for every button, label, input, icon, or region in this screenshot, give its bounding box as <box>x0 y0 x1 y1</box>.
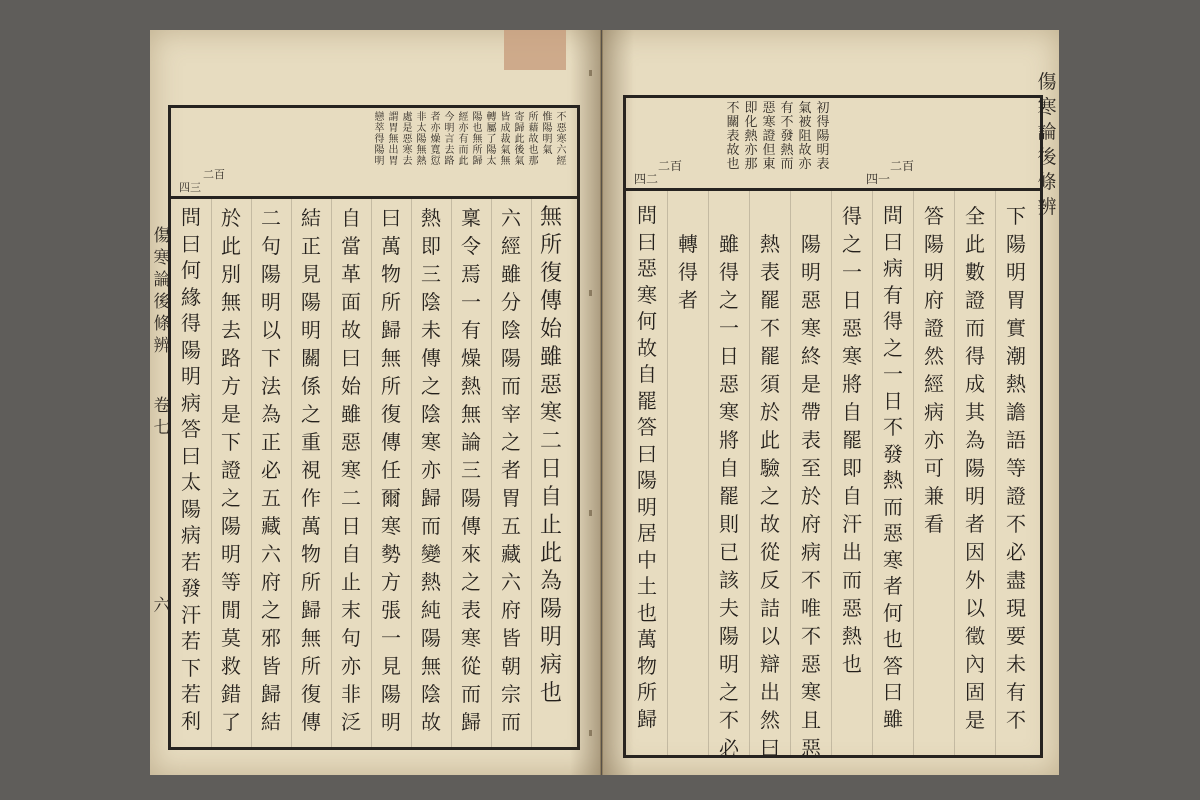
headnote-col: 皆成裁氣無 <box>500 112 511 167</box>
headnote-number: 二百 <box>203 168 225 181</box>
text-column: 轉得者 <box>678 232 698 312</box>
headnote-number: 四一 <box>865 172 890 186</box>
open-book <box>150 30 1058 775</box>
headnote-col: 即化熱亦那 <box>744 101 758 172</box>
headnote-number: 四二 <box>633 172 658 186</box>
left-page <box>150 30 601 775</box>
text-column: 稟令焉一有燥熱無論三陽傳來之表寒從而歸 <box>461 206 481 734</box>
headnote-col: 初得陽明表 <box>816 101 830 172</box>
text-column: 全此數證而得成其為陽明者因外以徵內固是 <box>965 204 985 732</box>
text-column: 無所復傳始雖惡寒二日自止此為陽明病也 <box>539 205 562 706</box>
headnote-col: 不關表故也 <box>726 101 740 172</box>
text-column: 二句陽明以下法為正必五藏六府之邪皆歸結 <box>261 206 281 734</box>
headnote-col: 惟陽明氣 <box>542 112 553 156</box>
text-column: 結正見陽明關係之重視作萬物所歸無所復傳 <box>301 206 321 734</box>
text-column: 曰萬物所歸無所復傳任爾寒勢方張一見陽明 <box>381 206 401 734</box>
text-column: 陽明惡寒終是帶表至於府病不唯不惡寒且惡 <box>801 232 821 760</box>
headnote-col: 非太陽無熱 <box>416 112 427 167</box>
text-column: 問曰惡寒何故自罷答曰陽明居中土也萬物所歸 <box>637 203 657 731</box>
headnote-col: 不惡寒六經 <box>556 112 567 167</box>
text-column: 雖得之一日惡寒將自罷則已該夫陽明之不必 <box>719 232 739 760</box>
text-column: 問曰病有得之一日不發熱而惡寒者何也答曰雖 <box>883 203 903 731</box>
headnote-col: 者亦燥寬愆 <box>430 112 441 167</box>
text-column: 答陽明府證然經病亦可兼看 <box>924 204 944 536</box>
headnote-col: 陽也無所歸 <box>472 112 483 167</box>
headnote-col: 所藉故也那 <box>528 112 539 167</box>
left-text-frame <box>168 105 580 750</box>
headnote-number: 四三 <box>179 181 201 194</box>
headnote-number: 二百 <box>889 159 914 173</box>
text-column: 熱表罷不罷須於此驗之故從反詰以辯出然曰 <box>760 232 780 760</box>
headnote-col: 戀萃得陽明 <box>374 112 385 167</box>
left-headnote <box>171 108 577 199</box>
text-column: 六經雖分陰陽而宰之者胃五藏六府皆朝宗而 <box>501 206 521 734</box>
headnote-col: 謂胃無出胃 <box>388 112 399 167</box>
text-column: 問曰何緣得陽明病答曰太陽病若發汗若下若利 <box>181 205 201 733</box>
headnote-col: 經亦有而此 <box>458 112 469 167</box>
text-column: 得之一日惡寒將自罷即自汗出而惡熱也 <box>842 204 862 676</box>
bookmark-tab <box>504 30 566 70</box>
text-column: 下陽明胃實潮熱譫語等證不必盡現要未有不 <box>1006 204 1026 732</box>
headnote-col: 氣被阻故亦 <box>798 101 812 172</box>
right-margin-title: 傷寒論後條辨 <box>1037 71 1057 218</box>
headnote-number: 二百 <box>657 159 682 173</box>
right-headnote <box>626 98 1040 191</box>
left-margin-folio: 六 <box>153 596 171 616</box>
right-text-frame <box>623 95 1043 758</box>
text-column: 熱即三陰未傳之陰寒亦歸而變熱純陽無陰故 <box>421 206 441 734</box>
headnote-col: 寄歸此後氣 <box>514 112 525 167</box>
left-margin-chapter: 卷七 <box>153 396 171 438</box>
left-margin-title: 傷寒論後條辨 <box>153 226 171 356</box>
headnote-col: 處是惡寒去 <box>402 112 413 167</box>
headnote-col: 惡寒證但東 <box>762 101 776 172</box>
headnote-col: 今明言去路 <box>444 112 455 167</box>
headnote-col: 轉屬了陽太 <box>486 112 497 167</box>
headnote-col: 有不發熱而 <box>780 101 794 172</box>
text-column: 自當革面故曰始雖惡寒二日自止末句亦非泛 <box>341 206 361 734</box>
text-column: 於此別無去路方是下證之陽明等閒莫救錯了 <box>221 206 241 734</box>
right-page <box>602 30 1059 775</box>
